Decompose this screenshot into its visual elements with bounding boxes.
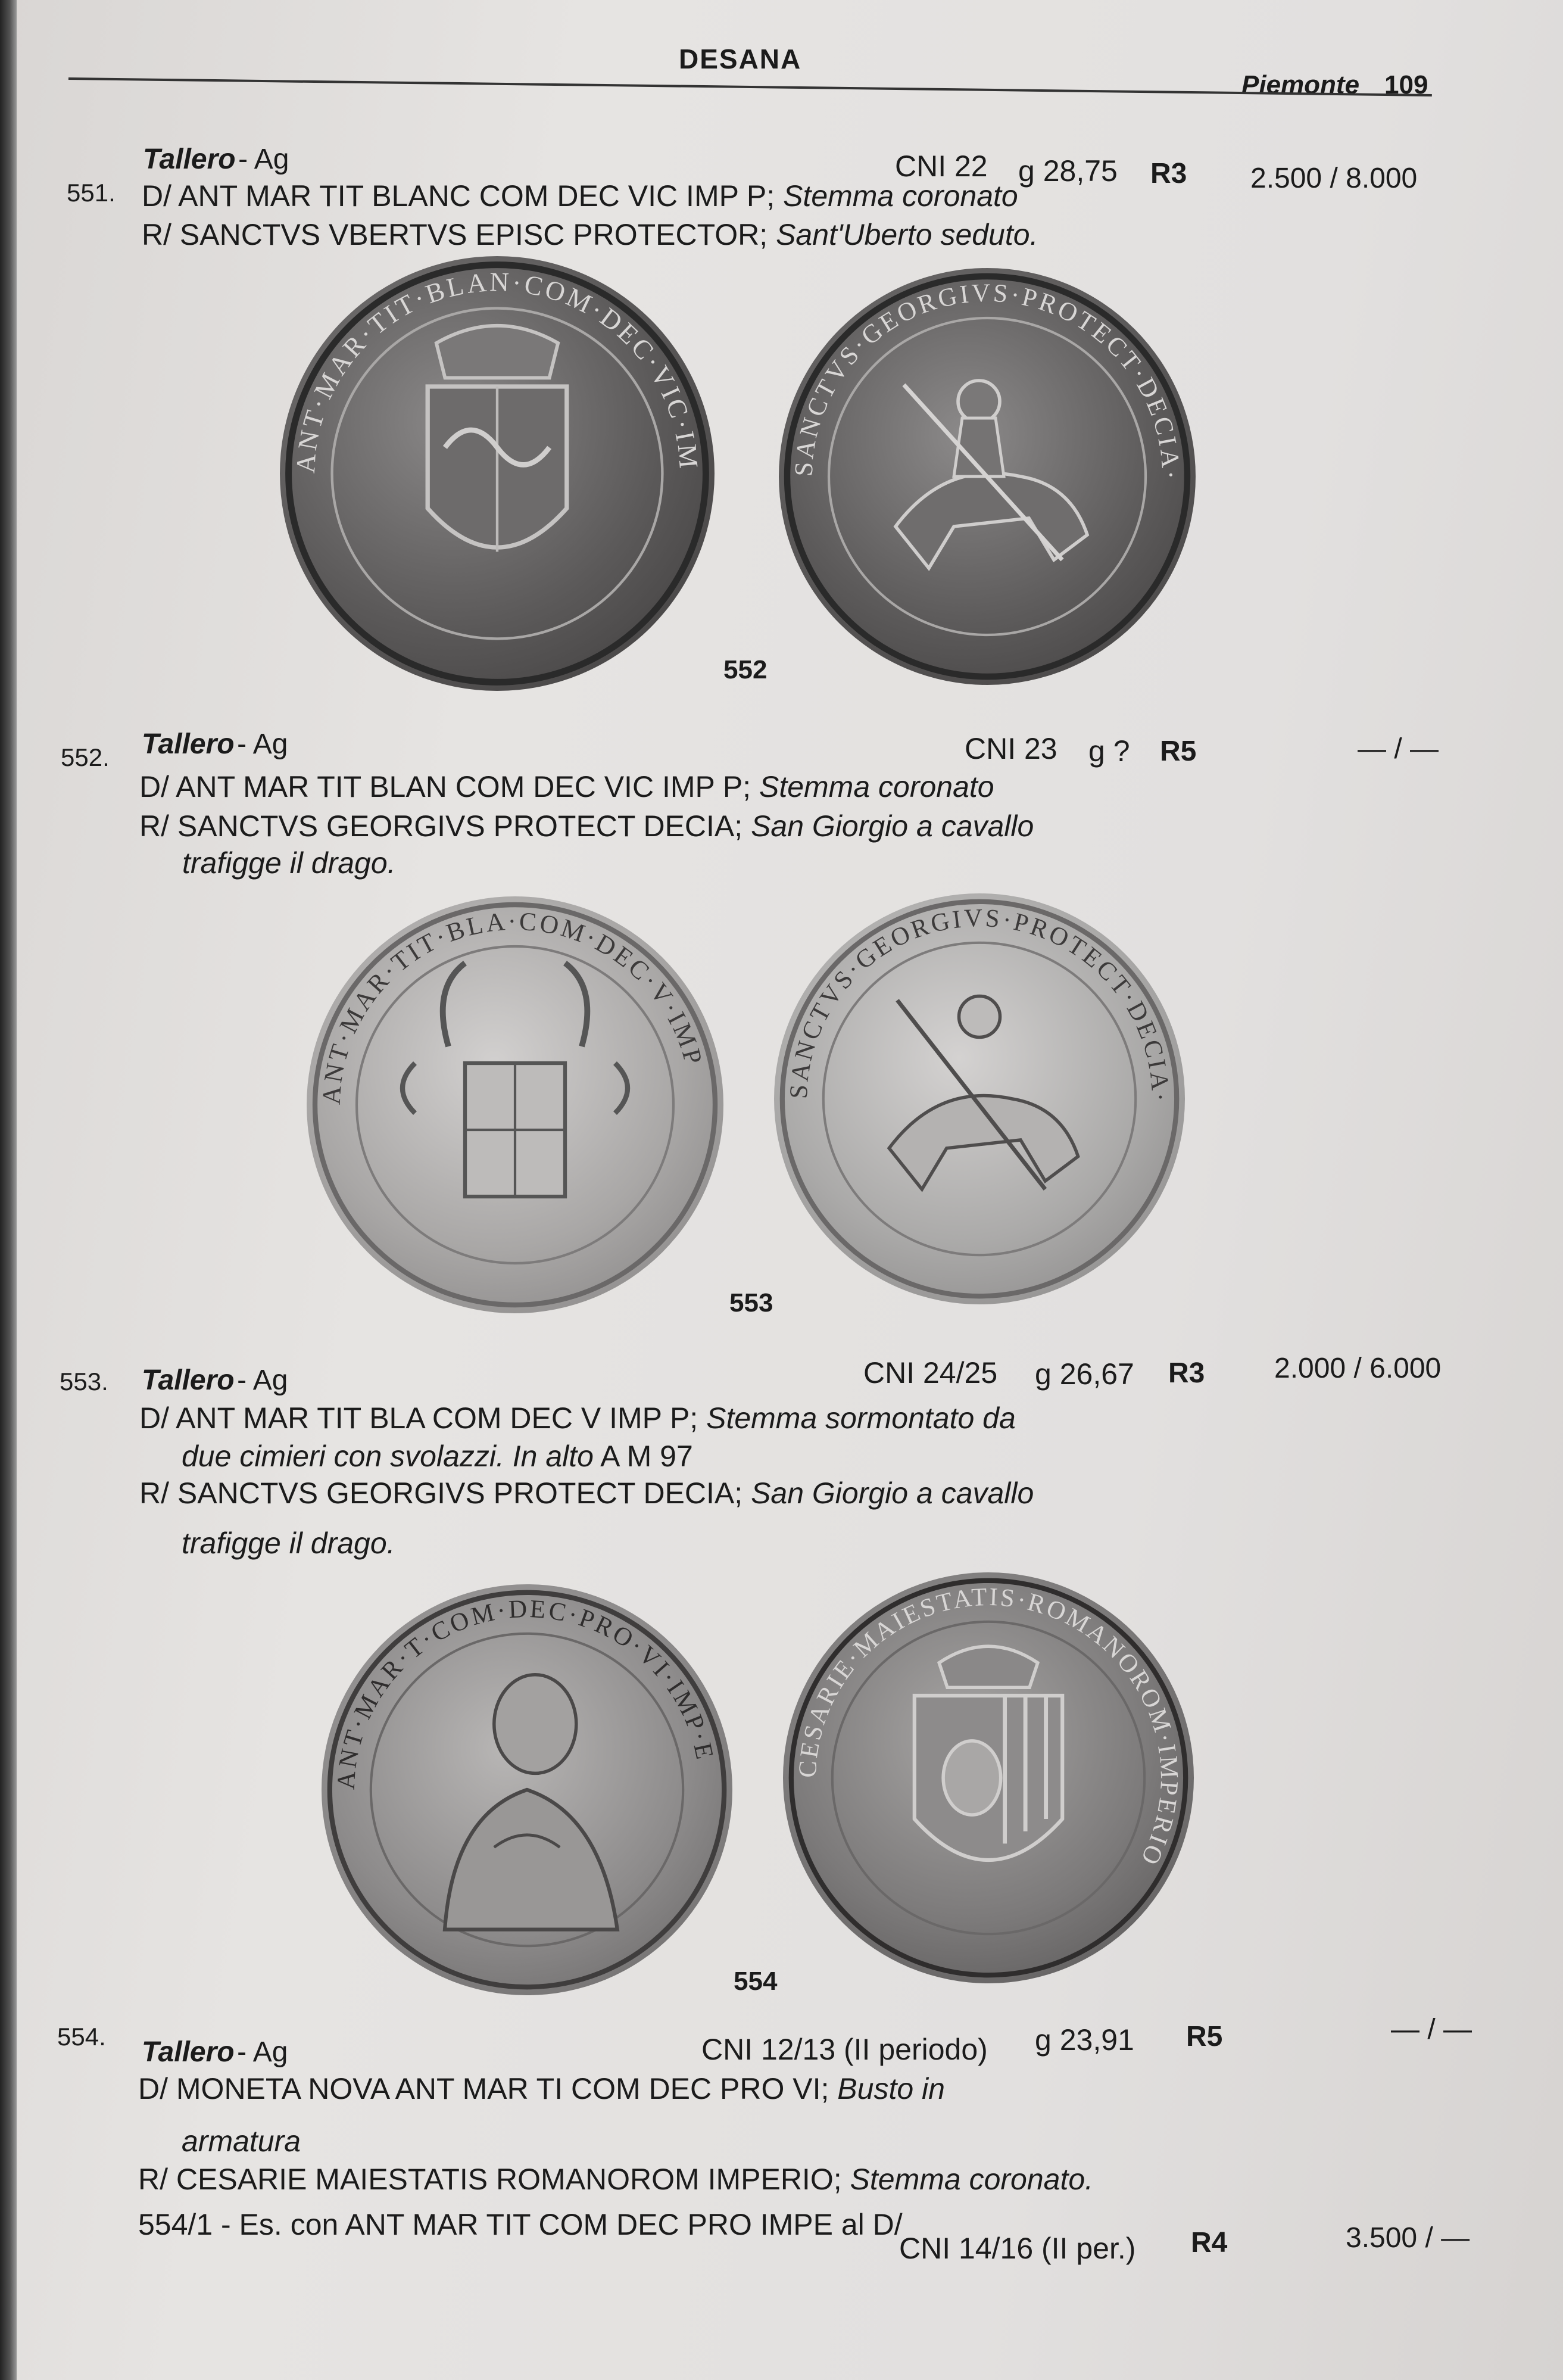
coin-name: Tallero [142,1365,235,1396]
reverse-description-cont: trafigge il drago. [182,846,396,880]
obverse-legend: ANT MAR TIT BLA COM DEC V IMP P; [176,1401,698,1435]
coin-weight: g 26,67 [1035,1357,1134,1391]
obverse-description-cont-text: due cimieri con svolazzi. In alto [182,1440,594,1473]
price-estimate: — / — [1358,733,1439,765]
cni-reference: CNI 22 [895,149,988,183]
reverse-line [139,1476,1034,1510]
coin-legend: ANT·MAR·TIT·BLAN·COM·DEC·VIC·IM [290,267,704,474]
coin-legend: SANCTVS·GEORGIVS·PROTECT·DECIA· [784,904,1175,1104]
coin-obverse-image [280,256,715,691]
obverse-description: Busto in [837,2072,945,2105]
obverse-description: Stemma sormontato da [706,1401,1016,1435]
reverse-line [139,809,1034,843]
coin-metal: - Ag [237,1365,288,1396]
coin-weight: g 23,91 [1035,2023,1134,2057]
coin-name: Tallero [143,144,236,175]
reverse-prefix: R/ [139,809,169,843]
cni-reference: CNI 12/13 (II periodo) [701,2033,988,2066]
reverse-prefix: R/ [142,218,171,251]
obverse-line [138,2071,945,2106]
reverse-legend: SANCTVS GEORGIVS PROTECT DECIA; [177,809,743,843]
reverse-description: San Giorgio a cavallo [751,809,1034,843]
price-estimate: 2.000 / 6.000 [1274,1353,1442,1384]
reverse-legend: SANCTVS VBERTVS EPISC PROTECTOR; [179,218,768,251]
reverse-line [138,2162,1093,2197]
obverse-legend: ANT MAR TIT BLAN COM DEC VIC IMP P; [176,770,751,803]
obverse-date-mark: A M 97 [600,1440,693,1473]
reverse-prefix: R/ [138,2163,168,2196]
page-title: DESANA [679,43,802,74]
coin-name: Tallero [142,728,235,760]
reverse-description: Sant'Uberto seduto. [776,218,1038,251]
entry-number: 552. [61,743,110,771]
rarity: R3 [1150,158,1187,189]
obverse-line [142,179,1018,213]
obverse-line [139,770,994,804]
entry-number: 553. [60,1367,108,1395]
variant-price-estimate: 3.500 / — [1346,2222,1470,2254]
price-estimate: 2.500 / 8.000 [1250,163,1418,194]
reverse-description-cont: trafigge il drago. [182,1527,395,1560]
coin-metal: - Ag [238,144,289,175]
price-estimate: — / — [1391,2014,1472,2045]
reverse-description: San Giorgio a cavallo [751,1476,1034,1510]
coin-legend: SANCTVS·GEORGIVS·PROTECT·DECIA· [789,278,1185,482]
reverse-prefix: R/ [139,1476,169,1510]
entry-title [142,1364,288,1397]
obverse-description: Stemma coronato [783,179,1018,213]
obverse-description-cont: armatura [182,2124,301,2158]
entry-title [142,2036,288,2069]
region-label: Piemonte [1241,70,1360,99]
coin-legend: ANT·MAR·TIT·BLA·COM·DEC·V·IMP [317,906,709,1105]
obverse-prefix: D/ [138,2072,168,2105]
obverse-description: Stemma coronato [759,770,994,803]
variant-rarity: R4 [1191,2227,1228,2258]
coin-weight: g ? [1088,734,1130,768]
coin-name: Tallero [142,2036,235,2068]
entry-title [142,728,288,761]
obverse-legend: ANT MAR TIT BLANC COM DEC VIC IMP P; [178,179,775,213]
rarity: R5 [1186,2021,1223,2052]
obverse-prefix: D/ [142,179,171,213]
rarity: R3 [1168,1357,1205,1389]
book-spine-shadow [0,0,17,2380]
coin-reverse-image [783,1572,1194,1983]
coin-obverse-image [307,896,723,1313]
coin-obverse-image [322,1584,732,1995]
cni-reference: CNI 23 [965,732,1057,765]
page-number: 109 [1384,70,1428,99]
entry-title [143,143,289,176]
coin-reverse-image [774,893,1185,1304]
reverse-description: Stemma coronato. [850,2163,1094,2196]
coin-metal: - Ag [237,2036,288,2068]
rarity: R5 [1160,736,1197,767]
coin-legend: CESARIE·MAIESTATIS·ROMANOROM·IMPERIO [793,1582,1184,1871]
coin-legend: ANT·MAR·T·COM·DEC·PRO·VI·IMP·E [332,1594,719,1790]
coin-metal: - Ag [237,728,288,760]
obverse-prefix: D/ [139,1401,169,1435]
plate-number: 554 [734,1967,778,1996]
obverse-prefix: D/ [139,770,169,803]
plate-number: 553 [729,1288,773,1317]
obverse-legend: MONETA NOVA ANT MAR TI COM DEC PRO VI; [176,2072,829,2105]
reverse-legend: SANCTVS GEORGIVS PROTECT DECIA; [177,1476,743,1510]
variant-line: 554/1 - Es. con ANT MAR TIT COM DEC PRO IMPE al D/ [138,2208,903,2241]
entry-number: 551. [67,179,116,207]
variant-cni-reference: CNI 14/16 (II per.) [899,2232,1136,2265]
obverse-line [139,1401,1016,1435]
reverse-line [142,217,1038,252]
reverse-legend: CESARIE MAIESTATIS ROMANOROM IMPERIO; [176,2163,842,2196]
entry-number: 554. [57,2023,106,2051]
cni-reference: CNI 24/25 [863,1356,998,1390]
obverse-description-cont [182,1439,693,1474]
coin-reverse-image [779,268,1196,685]
header-rule [68,77,1432,96]
plate-number: 552 [723,655,768,684]
coin-weight: g 28,75 [1018,154,1118,188]
